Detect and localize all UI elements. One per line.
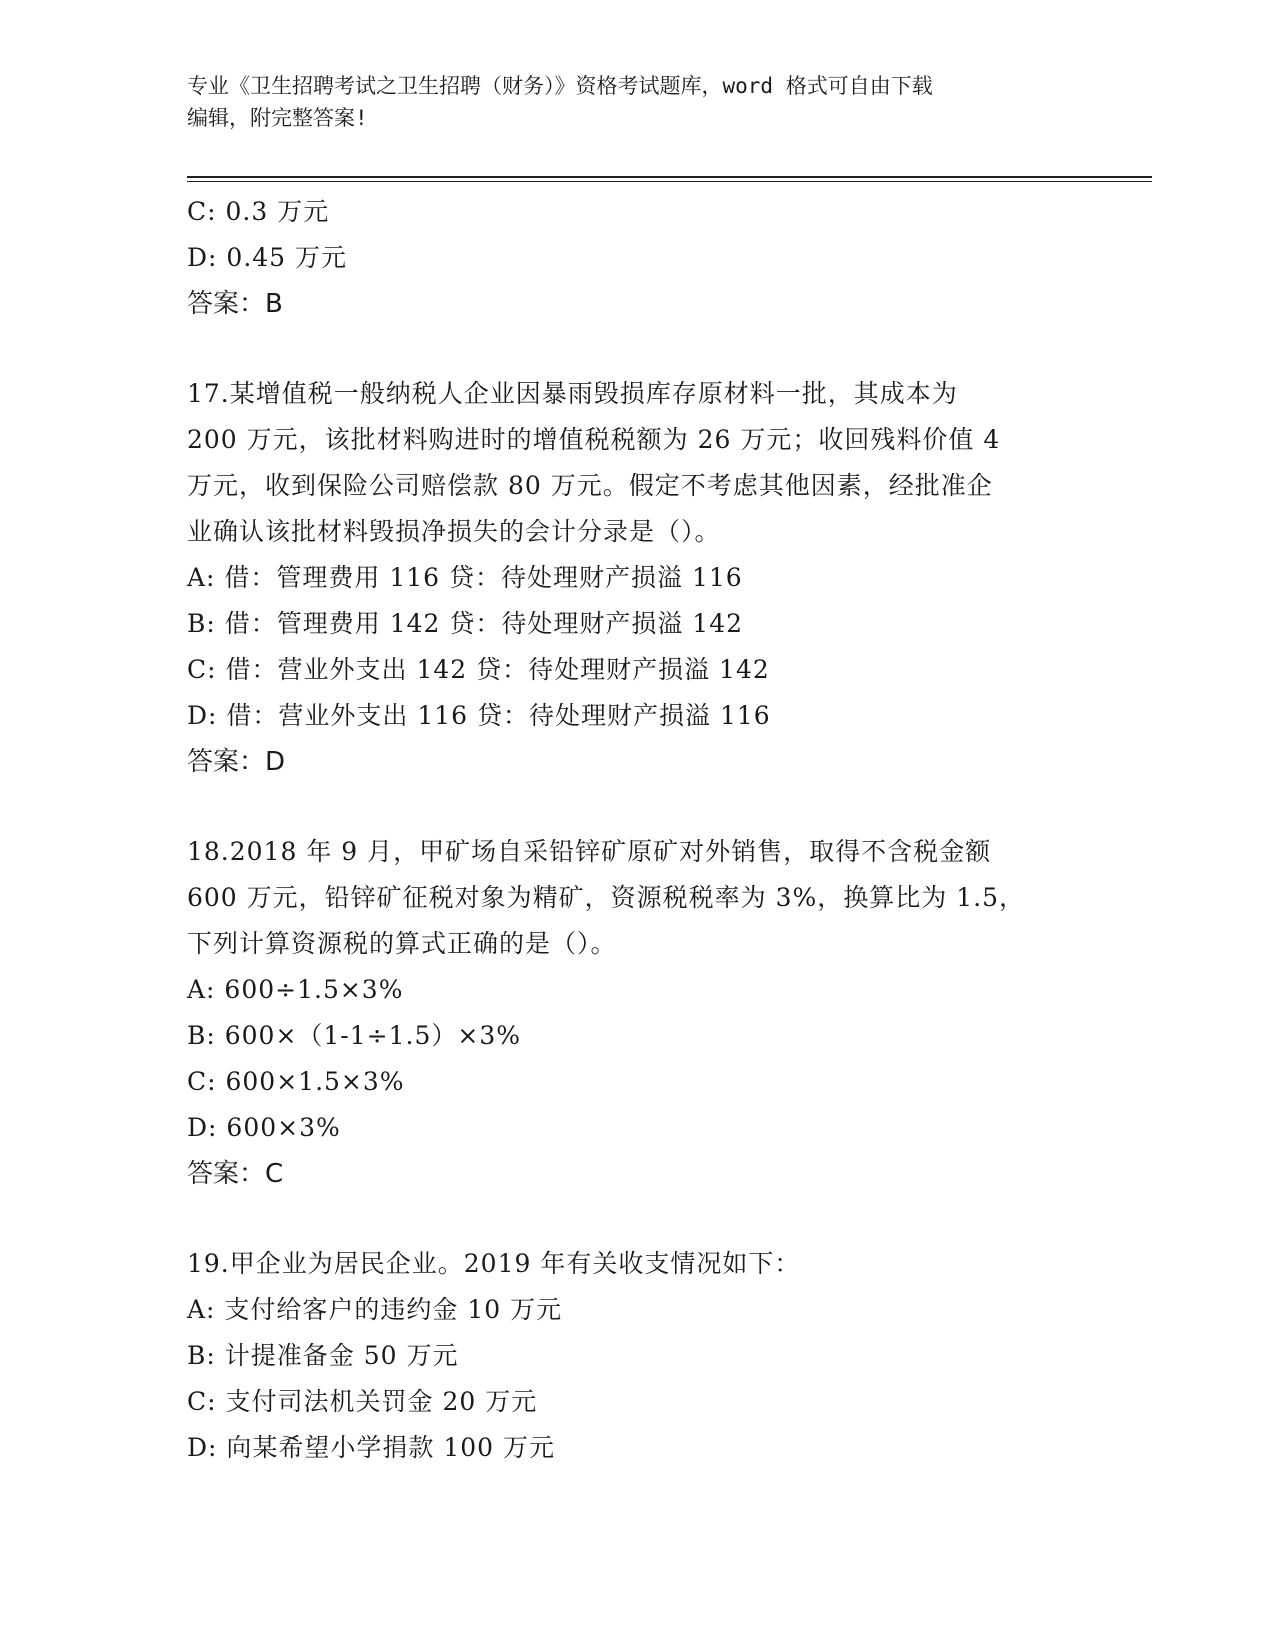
spacer [187,327,1087,371]
question-19 [187,1241,1087,1471]
header-divider-thick [187,176,1152,178]
header-line-1: 专业《卫生招聘考试之卫生招聘（财务）》资格考试题库，word 格式可自由下载 [187,74,933,98]
question-18 [187,829,1087,1197]
option-d: D: 600×3% [187,1113,341,1142]
header-line-2: 编辑，附完整答案! [187,106,368,130]
option-c: C: 借：营业外支出 142 贷：待处理财产损溢 142 [187,655,770,684]
option-c: C: 0.3 万元 [187,197,330,226]
option-a: A: 借：管理费用 116 贷：待处理财产损溢 116 [187,563,743,592]
option-d: D: 借：营业外支出 116 贷：待处理财产损溢 116 [187,701,771,730]
answer-line: 答案：D [187,747,286,777]
document-header [187,70,1087,134]
question-stem-line: 17.某增值税一般纳税人企业因暴雨毁损库存原材料一批，其成本为 [187,379,958,408]
option-b: B: 计提准备金 50 万元 [187,1341,459,1370]
option-d: D: 向某希望小学捐款 100 万元 [187,1433,556,1462]
question-stem-line: 18.2018 年 9 月，甲矿场自采铅锌矿原矿对外销售，取得不含税金额 [187,837,992,866]
document-body [187,189,1087,1471]
option-c: C: 支付司法机关罚金 20 万元 [187,1387,538,1416]
header-divider-thin [187,181,1152,182]
question-stem-line: 200 万元，该批材料购进时的增值税税额为 26 万元；收回残料价值 4 [187,425,1001,454]
answer-line: 答案：C [187,1159,284,1189]
spacer [187,1197,1087,1241]
option-d: D: 0.45 万元 [187,243,348,272]
option-c: C: 600×1.5×3% [187,1067,405,1096]
question-17 [187,371,1087,785]
answer-line: 答案：B [187,289,283,319]
option-b: B: 借：管理费用 142 贷：待处理财产损溢 142 [187,609,744,638]
question-16-tail [187,189,1087,327]
question-stem-line: 600 万元，铅锌矿征税对象为精矿，资源税税率为 3%，换算比为 1.5， [187,883,1025,912]
option-a: A: 600÷1.5×3% [187,975,404,1004]
option-a: A: 支付给客户的违约金 10 万元 [187,1295,563,1324]
question-stem-line: 19.甲企业为居民企业。2019 年有关收支情况如下： [187,1249,801,1278]
option-b: B: 600×（1-1÷1.5）×3% [187,1021,521,1050]
question-stem-line: 下列计算资源税的算式正确的是（）。 [187,929,617,958]
question-stem-line: 业确认该批材料毁损净损失的会计分录是（）。 [187,517,721,546]
spacer [187,785,1087,829]
question-stem-line: 万元，收到保险公司赔偿款 80 万元。假定不考虑其他因素，经批准企 [187,471,993,500]
